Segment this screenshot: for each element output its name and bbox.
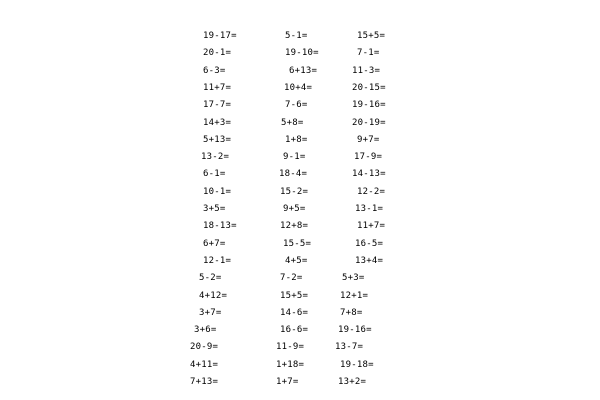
math-problem-r21-c1: 7+13= xyxy=(190,377,219,387)
math-problem-r19-c3: 13-7= xyxy=(335,342,364,353)
math-problem-r5-c2: 7-6= xyxy=(285,100,308,111)
math-problem-r7-c1: 5+13= xyxy=(203,134,232,145)
math-problem-r15-c2: 7-2= xyxy=(280,273,303,284)
math-problem-r8-c1: 13-2= xyxy=(201,152,230,163)
math-problem-r7-c2: 1+8= xyxy=(285,134,308,145)
math-problem-r9-c2: 18-4= xyxy=(279,169,308,180)
math-problem-r14-c2: 4+5= xyxy=(285,255,308,266)
math-problem-r16-c3: 12+1= xyxy=(340,290,369,301)
math-problem-r1-c3: 15+5= xyxy=(357,31,386,41)
math-problem-r20-c3: 19-18= xyxy=(340,359,374,370)
math-problem-r2-c3: 7-1= xyxy=(357,48,380,59)
math-problem-r16-c2: 15+5= xyxy=(280,290,309,301)
math-problem-r18-c3: 19-16= xyxy=(338,325,372,336)
math-problem-r17-c1: 3+7= xyxy=(199,307,222,318)
math-problem-r5-c3: 19-16= xyxy=(352,100,386,111)
math-problem-r9-c1: 6-1= xyxy=(203,169,226,180)
math-problem-r15-c1: 5-2= xyxy=(199,273,222,284)
math-problem-r14-c1: 12-1= xyxy=(203,255,232,266)
math-problem-r11-c3: 13-1= xyxy=(355,204,384,214)
math-problem-r13-c1: 6+7= xyxy=(203,238,226,249)
math-problem-r11-c2: 9+5= xyxy=(283,204,306,214)
math-problem-r21-c2: 1+7= xyxy=(276,377,299,387)
math-problem-r5-c1: 17-7= xyxy=(203,100,232,111)
math-problem-r20-c2: 1+18= xyxy=(276,359,305,370)
math-problem-r17-c3: 7+8= xyxy=(340,307,363,318)
math-problem-r15-c3: 5+3= xyxy=(342,273,365,284)
math-problem-r3-c1: 6-3= xyxy=(203,65,226,76)
math-problem-r18-c2: 16-6= xyxy=(280,325,309,336)
math-problem-r18-c1: 3+6= xyxy=(194,325,217,336)
math-problem-r4-c2: 10+4= xyxy=(284,82,313,93)
math-problem-r10-c2: 15-2= xyxy=(280,186,309,197)
math-problem-r6-c2: 5+8= xyxy=(281,117,304,128)
math-problem-r1-c2: 5-1= xyxy=(285,31,308,41)
math-problem-r9-c3: 14-13= xyxy=(352,169,386,180)
math-problem-r3-c3: 11-3= xyxy=(352,65,381,76)
math-problem-r1-c1: 19-17= xyxy=(203,31,237,41)
math-problem-r17-c2: 14-6= xyxy=(280,307,309,318)
math-problem-r13-c2: 15-5= xyxy=(283,238,312,249)
math-problem-r13-c3: 16-5= xyxy=(355,238,384,249)
math-problem-r19-c1: 20-9= xyxy=(190,342,219,353)
math-problem-r2-c1: 20-1= xyxy=(203,48,232,59)
math-problem-r8-c2: 9-1= xyxy=(283,152,306,163)
math-problem-r2-c2: 19-10= xyxy=(285,48,319,59)
math-problem-r11-c1: 3+5= xyxy=(203,204,226,214)
math-problem-r19-c2: 11-9= xyxy=(276,342,305,353)
math-problem-r4-c1: 11+7= xyxy=(203,82,232,93)
math-problem-r4-c3: 20-15= xyxy=(352,82,386,93)
math-problem-r8-c3: 17-9= xyxy=(354,152,383,163)
math-problem-r20-c1: 4+11= xyxy=(190,359,219,370)
math-problem-r16-c1: 4+12= xyxy=(199,290,228,301)
math-problem-r21-c3: 13+2= xyxy=(338,377,367,387)
math-problem-r10-c1: 10-1= xyxy=(203,186,232,197)
math-problem-r3-c2: 6+13= xyxy=(289,65,318,76)
math-problem-r6-c1: 14+3= xyxy=(203,117,232,128)
math-problem-r12-c1: 18-13= xyxy=(203,221,237,232)
math-problem-r14-c3: 13+4= xyxy=(355,255,384,266)
math-problem-r7-c3: 9+7= xyxy=(357,134,380,145)
math-problem-r12-c3: 11+7= xyxy=(357,221,386,232)
math-problem-r10-c3: 12-2= xyxy=(357,186,386,197)
math-problem-r6-c3: 20-19= xyxy=(352,117,386,128)
math-problem-r12-c2: 12+8= xyxy=(280,221,309,232)
